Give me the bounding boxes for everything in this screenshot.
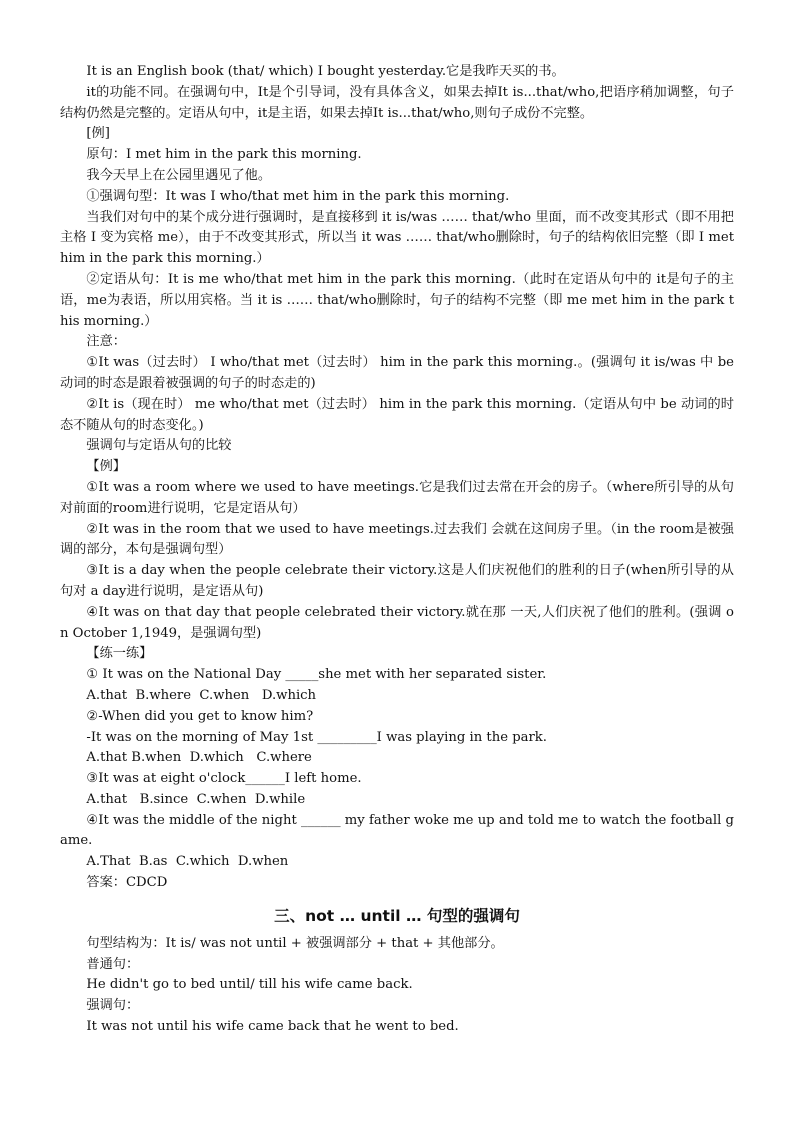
compare-item-3: ③It is a day when the people celebrate their victory.这是人们庆祝他们的胜利的日子(when所引导的从句对 a day进行说明，是定语从句) <box>60 563 734 599</box>
question-2-prompt: ②-When did you get to know him? <box>86 708 314 724</box>
explanation-paragraph: it的功能不同。在强调句中，It是个引导词，没有具体含义，如果去掉It is...that/who,把语序稍加调整，句子结构仍然是完整的。定语从句中，it是主语，如果去掉It is...that/who,则句子成份不完整。 <box>60 84 734 121</box>
question-2-options: A.that B.when D.which C.where <box>86 750 312 766</box>
structure-formula: 句型结构为：It is/ was not until + 被强调部分 + that + 其他部分。 <box>86 935 504 951</box>
note-label: 注意： <box>86 334 126 350</box>
emphatic-sentence: It was not until his wife came back that he went to bed. <box>86 1019 459 1035</box>
compare-item-4: ④It was on that day that people celebrated their victory.就在那 一天,人们庆祝了他们的胜利。(强调 on October 1,1949，是强调句型) <box>60 604 734 641</box>
question-4: ④It was the middle of the night ______ my father woke me up and told me to watch the football game. <box>60 812 734 849</box>
question-4-options: A.That B.as C.which D.when <box>86 854 289 870</box>
normal-sentence-label: 普通句： <box>86 956 140 972</box>
note-1: ①It was（过去时） I who/that met（过去时） him in the park this morning.。(强调句 it is/was 中 be动词的时态是跟着被强调的句子的时态走的) <box>60 355 734 391</box>
question-2: -It was on the morning of May 1st _________I was playing in the park. <box>86 729 547 745</box>
question-1: ① It was on the National Day _____she met with her separated sister. <box>86 667 547 683</box>
example-label: [例] <box>86 126 110 142</box>
compare-label: 【例】 <box>86 459 126 475</box>
emphatic-sentence-label: 强调句： <box>86 998 140 1014</box>
section-heading: 三、not … until … 句型的强调句 <box>274 906 520 925</box>
question-1-options: A.that B.where C.when D.which <box>86 687 317 703</box>
emphasis-note: 当我们对句中的某个成分进行强调时，是直接移到 it is/was …… that/who 里面，而不改变其形式（即不用把主格 I 变为宾格 me），由于不改变其形式，所以当 it was …… that/who删除时，句子的结构依旧完整（即 I met him in the park this morning.） <box>60 209 739 267</box>
emphasis-example: ①强调句型：It was I who/that met him in the park this morning. <box>86 188 510 204</box>
compare-title: 强调句与定语从句的比较 <box>86 438 232 454</box>
normal-sentence: He didn't go to bed until/ till his wife came back. <box>86 977 413 993</box>
original-translation: 我今天早上在公园里遇见了他。 <box>86 167 272 183</box>
attributive-example: ②定语从句：It is me who/that met him in the park this morning.（此时在定语从句中的 it是句子的主语，me为表语，所以用宾格。当 it is …… that/who删除时，句子的结构不完整（即 me met him in the park this morning.） <box>60 271 734 329</box>
answer-key: 答案：CDCD <box>86 875 168 891</box>
question-3: ③It was at eight o'clock______I left home. <box>86 771 362 787</box>
compare-item-1: ①It was a room where we used to have meetings.它是我们过去常在开会的房子。（where所引导的从句对前面的room进行说明，它是定语从句） <box>60 479 734 516</box>
example-sentence: It is an English book (that/ which) I bought yesterday.它是我昨天买的书。 <box>86 64 565 79</box>
note-2: ②It is（现在时） me who/that met（过去时） him in the park this morning.（定语从句中 be 动词的时态不随从句的时态变化。) <box>60 396 734 433</box>
question-3-options: A.that B.since C.when D.while <box>86 791 306 807</box>
original-sentence: 原句：I met him in the park this morning. <box>86 147 362 163</box>
practice-label: 【练一练】 <box>86 646 153 662</box>
compare-item-2: ②It was in the room that we used to have meetings.过去我们 会就在这间房子里。（in the room是被强调的部分，本句是强调句型） <box>60 521 734 558</box>
